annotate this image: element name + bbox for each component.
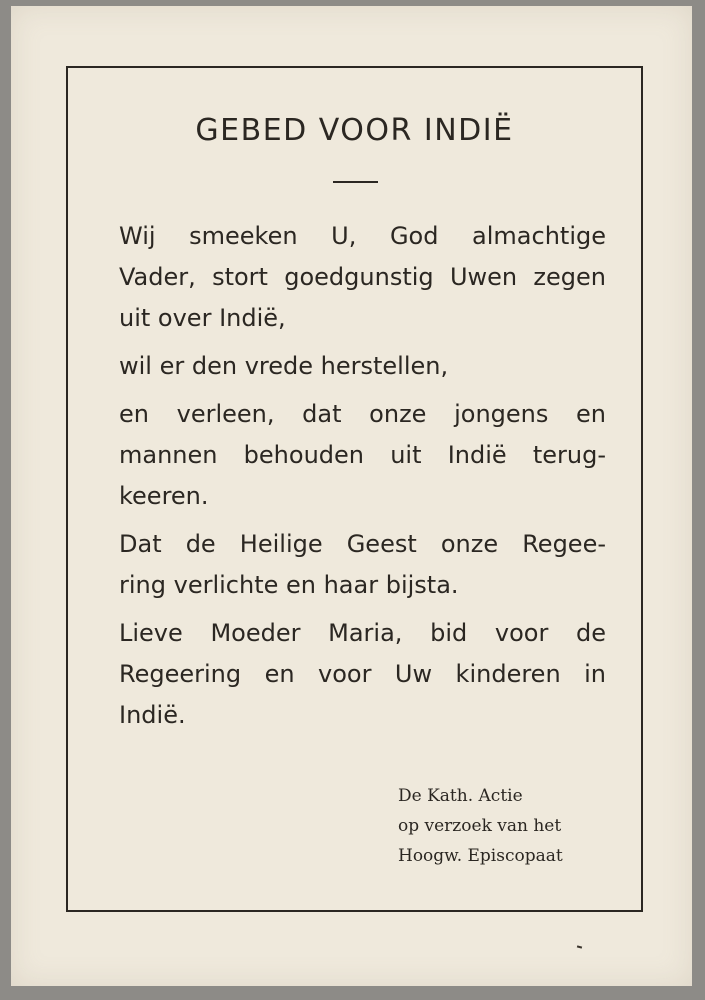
title-divider xyxy=(333,181,378,183)
card-border-frame xyxy=(66,66,643,912)
prayer-line: Regeering en voor Uw kinderen in xyxy=(119,660,606,688)
prayer-line: ring verlichte en haar bijsta. xyxy=(119,571,459,599)
paper-speck xyxy=(577,945,582,948)
signature-line: Hoogw. Episcopaat xyxy=(398,846,563,866)
signature-line: op verzoek van het xyxy=(398,816,562,836)
prayer-text xyxy=(119,216,606,736)
prayer-line: en verleen, dat onze jongens en xyxy=(119,400,606,428)
prayer-line: uit over Indië, xyxy=(119,304,286,332)
prayer-line: Vader, stort goedgunstig Uwen zegen xyxy=(119,263,606,291)
signature-block xyxy=(398,781,563,871)
page-title: GEBED VOOR INDIË xyxy=(195,113,514,148)
prayer-card xyxy=(11,6,692,986)
prayer-line: Wij smeeken U, God almachtige xyxy=(119,222,606,250)
prayer-line: keeren. xyxy=(119,482,209,510)
prayer-line: Dat de Heilige Geest onze Regee- xyxy=(119,530,606,558)
prayer-line: wil er den vrede herstellen, xyxy=(119,352,449,380)
signature-line: De Kath. Actie xyxy=(398,786,523,806)
prayer-line: Lieve Moeder Maria, bid voor de xyxy=(119,619,606,647)
prayer-line: mannen behouden uit Indië terug- xyxy=(119,441,606,469)
prayer-line: Indië. xyxy=(119,701,186,729)
